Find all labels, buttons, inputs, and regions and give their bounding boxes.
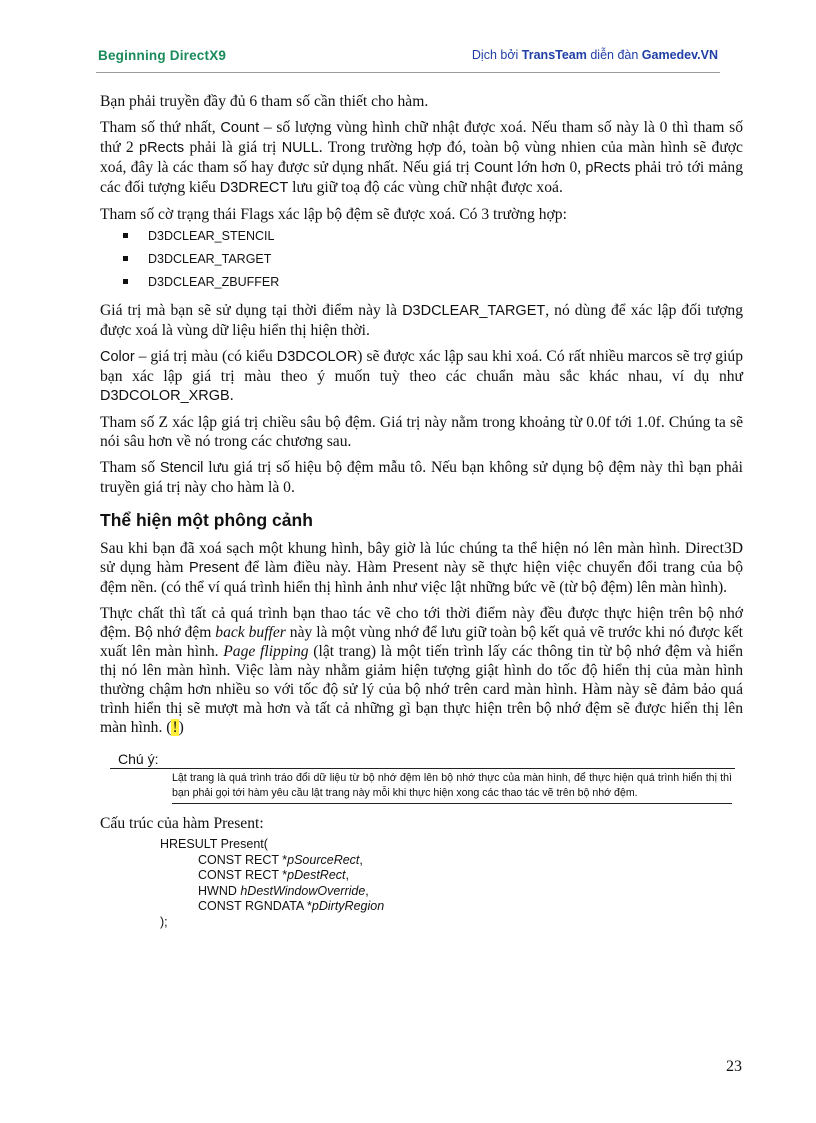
paragraph-stencil: Tham số Stencil lưu giá trị số hiệu bộ đệm mẫu tô. Nếu bạn không sử dụng bộ đệm này thì bạn phải truyền giá trị này cho hàm là 0. <box>100 459 743 496</box>
paragraph-z: Tham số Z xác lập giá trị chiều sâu bộ đệm. Giá trị này nằm trong khoảng từ 0.0f tới 1.0f. Chúng ta sẽ nói sâu hơn về nó trong các chương sau. <box>100 414 743 450</box>
code-line: CONST RGNDATA *pDirtyRegion <box>198 899 385 913</box>
code-line: HWND hDestWindowOverride, <box>198 883 369 898</box>
note-body: Lật trang là quá trình tráo đổi dữ liệu từ bộ nhớ đệm lên bộ nhớ thực của màn hình, để thực hiện quá trình hiển thị thì bạn phải gọi tới hàm yêu cầu lật trang này mỗi khi thực hiện xong các thao tác vẽ trên bộ nhớ đệm. <box>172 769 732 804</box>
list-item: D3DCLEAR_ZBUFFER <box>120 271 743 294</box>
code-block <box>160 837 743 930</box>
paragraph-color: Color – giá trị màu (có kiểu D3DCOLOR) sẽ được xác lập sau khi xoá. Có rất nhiều marcos sẽ trợ giúp bạn xác lập giá trị màu theo ý muốn tuỳ theo các chuẩn màu sắc khác nhau, ví dụ như D3DCOLOR_XRGB. <box>100 348 743 404</box>
header-book-title: Beginning DirectX9 <box>98 48 227 63</box>
code-line: CONST RECT *pSourceRect, <box>198 852 363 867</box>
code-line: ); <box>160 914 168 929</box>
paragraph-present: Sau khi bạn đã xoá sạch một khung hình, bây giờ là lúc chúng ta thể hiện nó lên màn hình. Direct3D sử dụng hàm Present để làm điều này. Hàm Present này sẽ thực hiện việc chuyển đổi trang của bộ đệm nền. (có thể ví quá trình hiển thị hình ảnh như việc lật những bức vẽ (từ bộ đệm) lên màn hình). <box>100 540 743 596</box>
header-team-name: TransTeam <box>521 48 587 62</box>
list-item: D3DCLEAR_STENCIL <box>120 225 743 248</box>
header-credit <box>472 48 718 66</box>
highlight-mark: ! <box>172 719 178 736</box>
square-bullet-icon <box>123 233 128 238</box>
header-divider <box>96 72 720 73</box>
paragraph-target: Giá trị mà bạn sẽ sử dụng tại thời điểm này là D3DCLEAR_TARGET, nó dùng để xác lập đối tượng được xoá là vùng dữ liệu hiển thị hiện thời. <box>100 302 743 339</box>
page-number: 23 <box>726 1058 742 1075</box>
paragraph-intro: Bạn phải truyền đầy đủ 6 tham số cần thiết cho hàm. <box>100 93 429 110</box>
note-box <box>110 751 730 804</box>
list-item: D3DCLEAR_TARGET <box>120 248 743 271</box>
page-content <box>100 92 743 930</box>
section-heading: Thể hiện một phông cảnh <box>100 510 313 530</box>
header-credit-mid: diễn đàn <box>586 48 642 62</box>
paragraph-flags: Tham số cờ trạng thái Flags xác lập bộ đệm sẽ được xoá. Có 3 trường hợp: <box>100 206 567 223</box>
header-credit-prefix: Dịch bởi <box>471 48 522 62</box>
code-line: HRESULT Present( <box>160 837 268 851</box>
header-forum-name: Gamedev.VN <box>641 48 718 62</box>
square-bullet-icon <box>123 279 128 284</box>
paragraph-structure: Cấu trúc của hàm Present: <box>100 815 264 832</box>
square-bullet-icon <box>123 256 128 261</box>
note-title: Chú ý: <box>118 751 159 767</box>
paragraph-count: Tham số thứ nhất, Count – số lượng vùng hình chữ nhật được xoá. Nếu tham số này là 0 thì tham số thứ 2 pRects phải là giá trị NULL. Trong trường hợp đó, toàn bộ vùng nhien của màn hình sẽ được xoá, đây là các tham số hay được sử dụng nhất. Nếu giá trị Count lớn hơn 0, pRects phải trỏ tới mảng các đối tượng kiểu D3DRECT lưu giữ toạ độ các vùng chữ nhật được xoá. <box>100 119 743 196</box>
code-line: CONST RECT *pDestRect, <box>198 868 349 882</box>
paragraph-back-buffer: Thực chất thì tất cả quá trình bạn thao tác vẽ cho tới thời điểm này đều được thực hiện trên bộ nhớ đệm. Bộ nhớ đệm back buffer này là một vùng nhớ để lưu giữ toàn bộ kết quả vẽ trước khi nó được kết xuất lên màn hình. Page flipping (lật trang) là một tiến trình lấy các thông tin từ bộ nhớ đệm và hiển thị nó lên màn hình. Việc làm này nhằm giảm hiện tượng giật hình do tốc độ hiển thị của màn hình thường chậm hơn nhiều so với tốc độ sử lý của bộ nhớ trên card màn hình. Hàm này sẽ đảm bảo quá trình hiển thị sẽ mượt mà hơn và tất cả những gì bạn thực hiện trên bộ nhớ đệm sẽ được hiển thị lên màn hình. (!) <box>100 605 743 736</box>
flags-list <box>120 225 743 294</box>
